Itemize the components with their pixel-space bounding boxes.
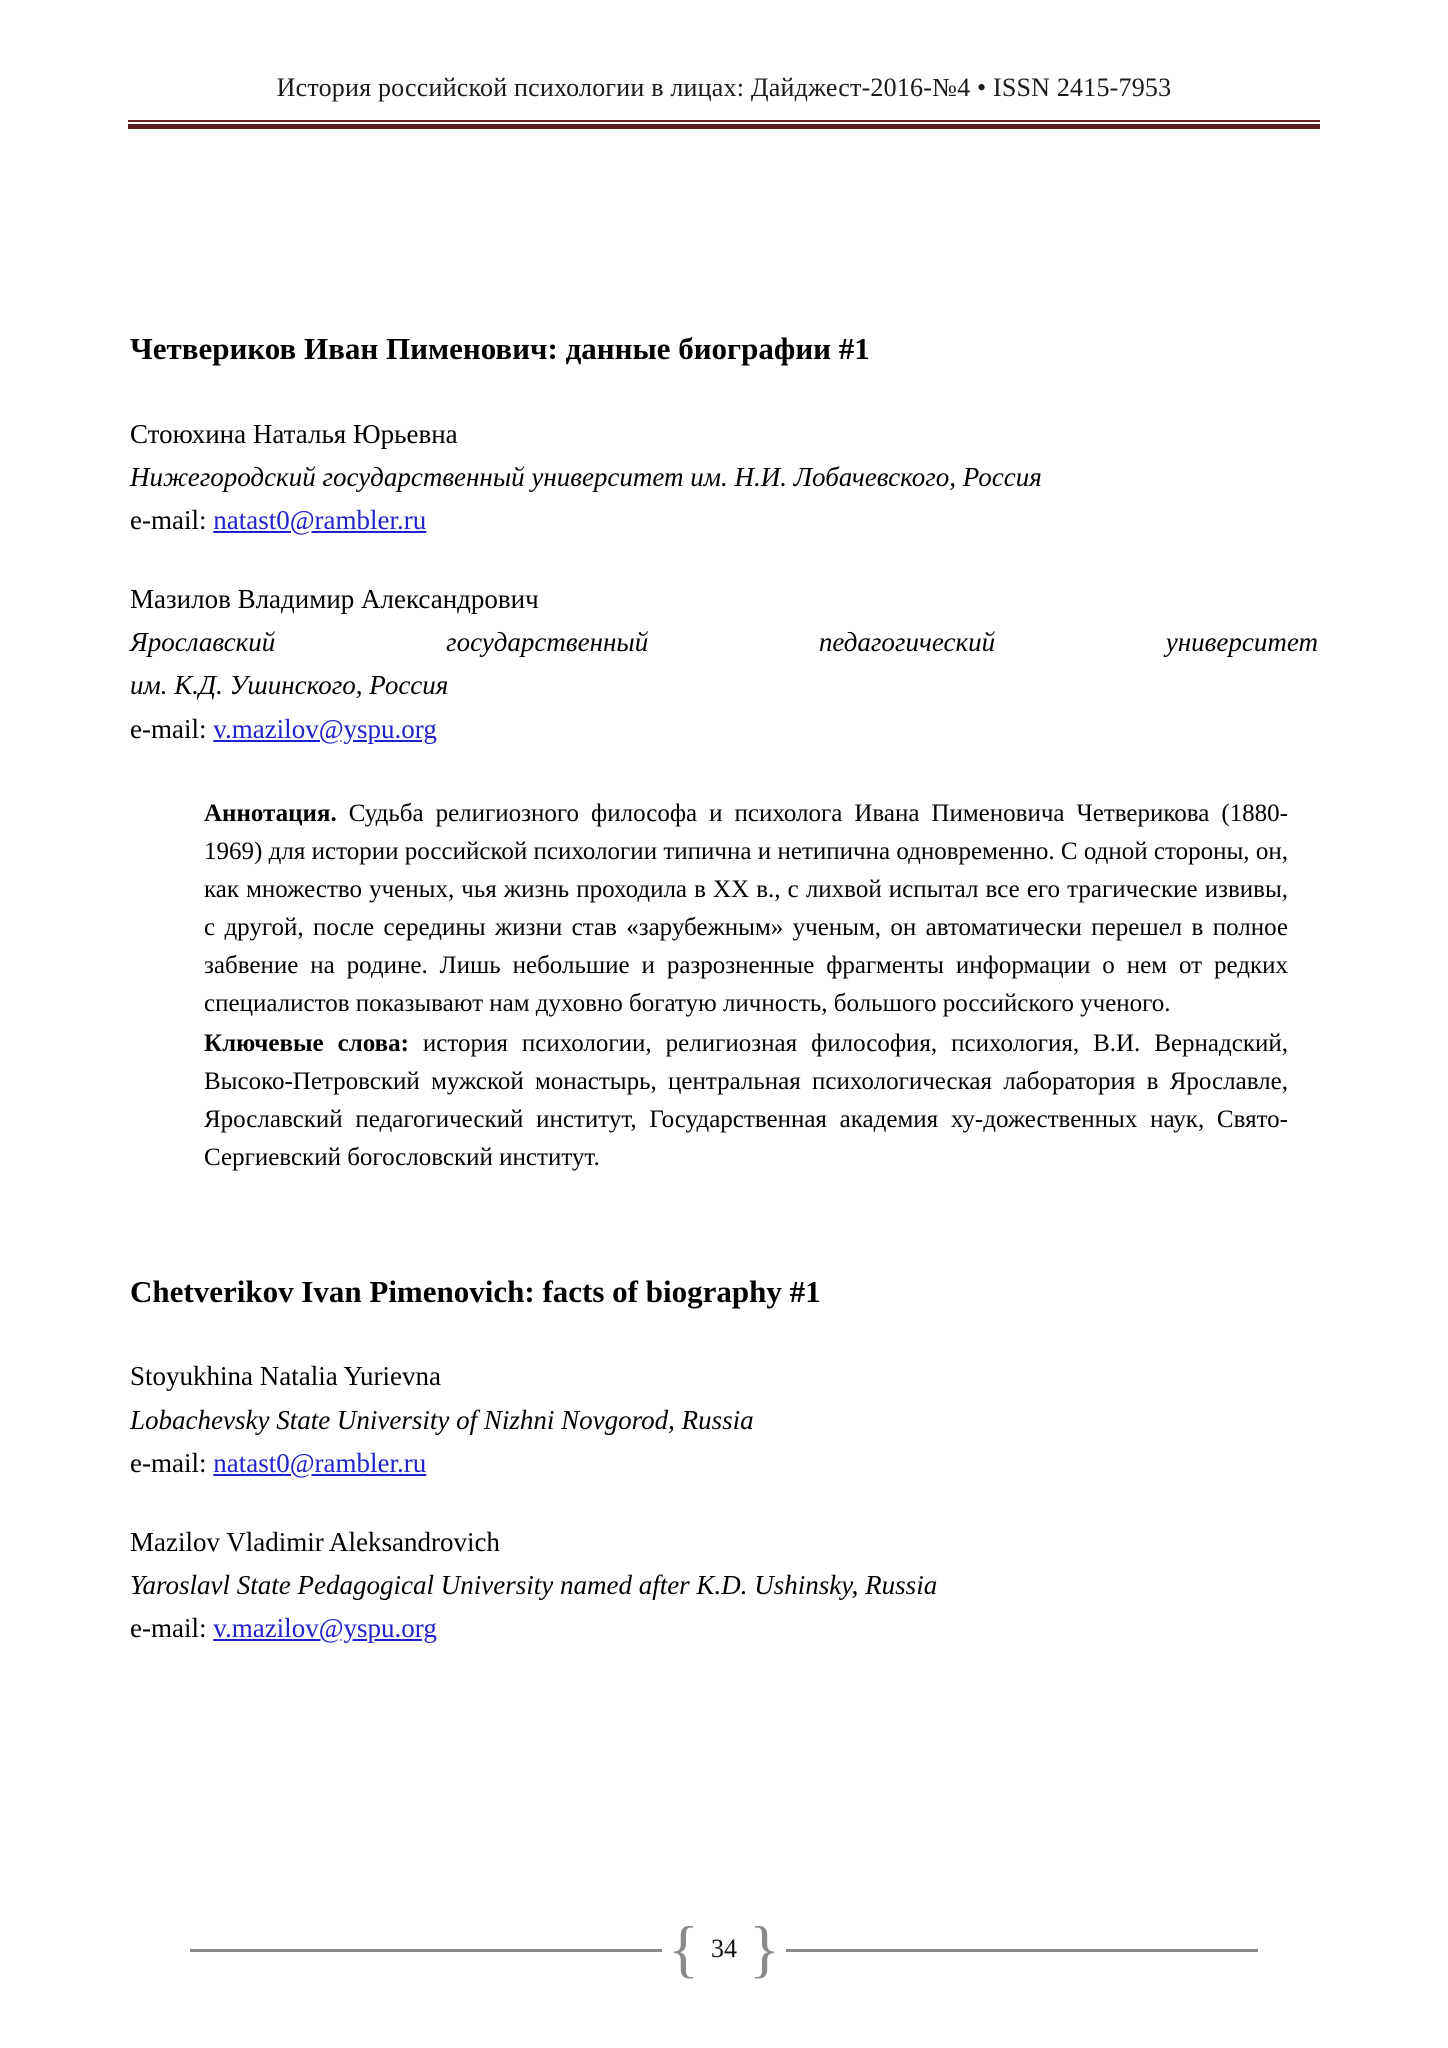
page-footer: [0, 1904, 1448, 1984]
keywords-label: Ключевые слова:: [204, 1029, 409, 1057]
running-header-text: История российской психологии в лицах: Дайджест-2016-№4 • ISSN 2415-7953: [276, 73, 1172, 102]
author-block-en-2: [130, 1523, 1318, 1648]
article-front-matter: [130, 330, 1318, 1648]
email-link-ru-2[interactable]: v.mazilov@yspu.org: [213, 713, 437, 744]
keywords-paragraph: [204, 1025, 1288, 1177]
author-affiliation-ru-2-line1: Ярославский государственный педагогический университет: [130, 627, 1318, 658]
abstract-label: Аннотация.: [204, 799, 337, 827]
author-name-en-1: Stoyukhina Natalia Yurievna: [130, 1361, 441, 1392]
email-link-en-2[interactable]: v.mazilov@yspu.org: [213, 1613, 437, 1644]
author-affiliation-ru-2-line2: им. К.Д. Ушинского, Россия: [130, 670, 449, 701]
author-block-ru-2: [130, 580, 1318, 749]
email-link-ru-1[interactable]: natast0@rambler.ru: [213, 505, 427, 536]
email-label-en-1: e-mail:: [130, 1447, 214, 1478]
email-link-en-1[interactable]: natast0@rambler.ru: [213, 1447, 427, 1478]
author-email-line-en-2: [130, 1609, 1318, 1648]
author-name-en-2: Mazilov Vladimir Aleksandrovich: [130, 1526, 500, 1557]
author-name-ru-1: Стоюхина Наталья Юрьевна: [130, 418, 458, 449]
page-number: 34: [711, 1934, 737, 1964]
author-email-line-en-1: [130, 1444, 1318, 1483]
footer-rule-right: [786, 1949, 1258, 1952]
brace-left-icon: {: [668, 1913, 699, 1984]
footer-rule-left: [190, 1949, 662, 1952]
email-label-ru-1: e-mail:: [130, 505, 214, 536]
section-spacer: [130, 1177, 1318, 1273]
article-title-en: Chetverikov Ivan Pimenovich: facts of biography #1: [130, 1273, 821, 1309]
author-affiliation-en-2: Yaroslavl State Pedagogical University named after K.D. Ushinsky, Russia: [130, 1570, 938, 1601]
footer-rule-group: [190, 1913, 1258, 1984]
brace-right-icon: }: [749, 1913, 780, 1984]
header-divider-rule: [128, 120, 1320, 129]
abstract-paragraph: [204, 795, 1288, 1023]
email-label-en-2: e-mail:: [130, 1613, 214, 1644]
author-affiliation-ru-1: Нижегородский государственный университет им. Н.И. Лобачевского, Россия: [130, 461, 1042, 492]
author-affiliation-en-1: Lobachevsky State University of Nizhni Novgorod, Russia: [130, 1404, 754, 1435]
page-number-ornament: [662, 1913, 785, 1984]
author-name-ru-2: Мазилов Владимир Александрович: [130, 584, 539, 615]
email-label-ru-2: e-mail:: [130, 713, 214, 744]
author-email-line-ru-1: [130, 501, 1318, 540]
header-rule-thick: [128, 124, 1320, 129]
article-title-ru: Четвериков Иван Пименович: данные биографии #1: [130, 331, 870, 366]
author-block-ru-1: [130, 415, 1318, 540]
running-header: [0, 72, 1448, 103]
author-block-en-1: [130, 1357, 1318, 1482]
keywords-text: история психологии, религиозная философия, психология, В.И. Вернадский, Высоко-Петровский мужской монастырь, центральная психологическая лаборатория в Ярославле, Ярославский педагогический институт, Государственная академия ху-дожественных наук, Свято-Сергиевский богословский институт.: [204, 1029, 1288, 1171]
author-email-line-ru-2: [130, 710, 1318, 749]
abstract-text: Судьба религиозного философа и психолога Ивана Пименовича Четверикова (1880-1969) для истории российской психологии типична и нетипична одновременно. С одной стороны, он, как множество ученых, чья жизнь проходила в XX в., с лихвой испытал все его трагические извивы, с другой, после середины жизни став «зарубежным» ученым, он автоматически перешел в полное забвение на родине. Лишь небольшие и разрозненные фрагменты информации о нем от редких специалистов показывают нам духовно богатую личность, большого российского ученого.: [204, 799, 1288, 1017]
abstract-section: [130, 795, 1318, 1177]
